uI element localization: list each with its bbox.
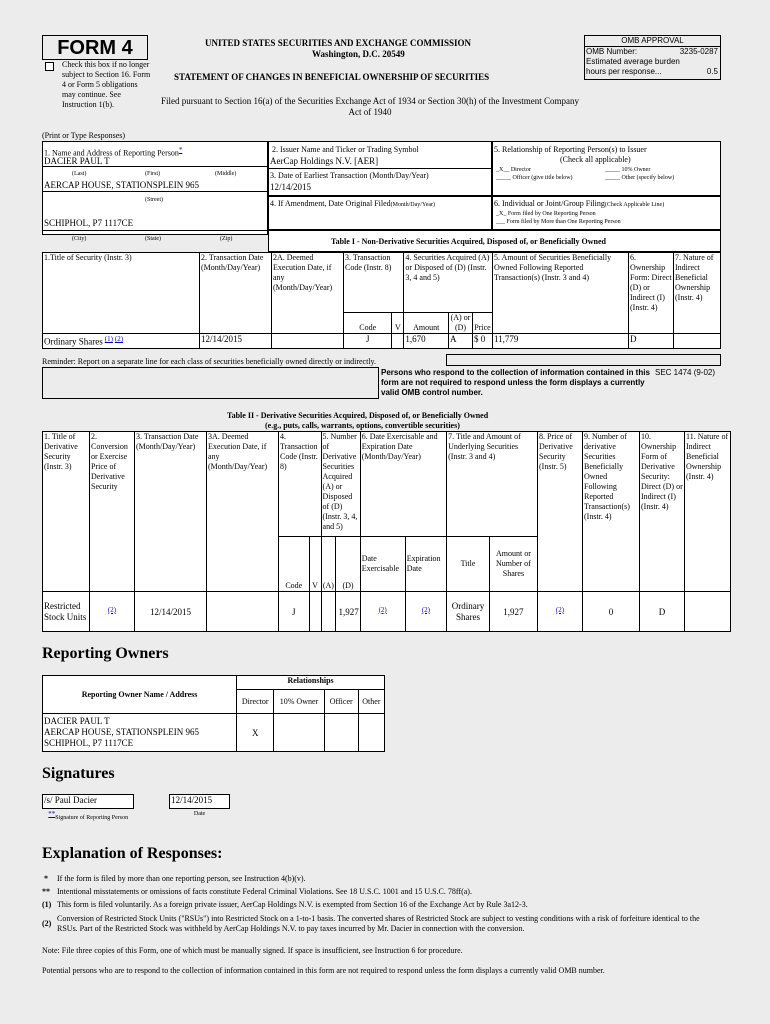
omb-title: OMB APPROVAL [585,36,720,47]
t2-h3a: 3A. Deemed Execution Date, if any (Month/Day/Year) [207,432,279,592]
t2-h1: 1. Title of Derivative Security (Instr. 3) [43,432,90,592]
owners-heading: Reporting Owners [42,645,169,662]
t2-row-code: J [279,592,310,632]
owner-info: DACIER PAUL T AERCAP HOUSE, STATIONSPLEIN 965 SCHIPHOL, P7 1117CE [43,714,237,752]
hours-value: 0.5 [706,67,718,76]
t2-date-ex: Date Exercisable [360,537,405,592]
no-longer-subject-checkbox[interactable] [45,62,54,71]
t2-row-v [309,592,321,632]
explanation-heading: Explanation of Responses: [42,845,223,862]
exp-line-4: Conversion of Restricted Stock Units ("RSUs") into Restricted Stock on a 1-to-1 basis. The converted shares of Restricted Stock are subject to vesting conditions with a risk of forfeiture identical to the RSUs. Part of the Restricted Stock was withheld by AerCap Holdings N.V. to pay taxes incurred by Mr. Dacier in connection with the conversion. [57,914,700,933]
t2-row-deemed [207,592,279,632]
sec-code: SEC 1474 (9-02) [655,368,716,377]
form-title: FORM 4 [57,37,133,59]
t1-row-deemed [272,334,344,349]
owners-table [42,675,385,752]
table1-title: Table I - Non-Derivative Securities Acquired, Disposed of, or Beneficially Owned [331,237,606,246]
owner-officer-cell [324,714,358,752]
reminder-box-right [446,354,721,366]
issuer-name: AerCap Holdings N.V. [AER] [270,156,379,166]
signature-label: **Signature of Reporting Person [48,810,129,821]
t1-row-v [392,334,404,349]
reporting-person-name: DACIER PAUL T [44,156,110,166]
owners-director: Director [237,690,274,714]
t1-h7: 7. Nature of Indirect Beneficial Ownership (Instr. 4) [674,253,721,334]
t1-h4: 4. Securities Acquired (A) or Disposed of (D) (Instr. 3, 4 and 5) [404,253,493,313]
t1-h5: 5. Amount of Securities Beneficially Owned Following Reported Transaction(s) (Instr. 3 and 4) [493,253,629,334]
owner-other-cell [358,714,384,752]
zip-label: (Zip) [220,236,233,242]
t2-h8: 8. Price of Derivative Security (Instr. 5) [538,432,583,592]
earliest-date-label: 3. Date of Earliest Transaction (Month/Day/Year) [270,171,429,180]
t2-row-dateex-link[interactable]: (2) [378,605,387,614]
omb-box [584,35,721,80]
owner-director-mark: X [237,714,274,752]
t1-row-code: J [344,334,392,349]
table1 [42,252,721,349]
exp-line-1: If the form is filed by more than one reporting person, see Instruction 4(b)(v). [57,874,306,883]
exp-mark-3: (1) [42,900,52,909]
t1-row-amount: 1,670 [404,334,449,349]
print-type: (Print or Type Responses) [42,131,126,140]
reminder-box [42,367,379,399]
table2-title: Table II - Derivative Securities Acquired, Disposed of, or Beneficially Owned [227,411,489,420]
t1-row-owned: 11,779 [493,334,629,349]
table2-subtitle: (e.g., puts, calls, warrants, options, convertible securities) [265,421,460,430]
officer-line: _____ Officer (give title below) [496,175,573,181]
t2-a: (A) [321,537,336,592]
reporting-city: SCHIPHOL, P7 1117CE [44,218,134,228]
last-label: (Last) [72,171,87,177]
signatures-table [42,794,230,829]
t2-h9: 9. Number of derivative Securities Beneficially Owned Following Reported Transaction(s) (Instr. 4) [583,432,640,592]
filing-label: 6. Individual or Joint/Group Filing(Check Applicable Line) [494,199,665,208]
persons-notice: Persons who respond to the collection of information contained in this form are not required to respond unless the form displays a currently valid OMB control number. [381,368,650,397]
filed-pursuant: Filed pursuant to Section 16(a) of the Securities Exchange Act of 1934 or Section 30(h) of the Investment Company Act of 1940 [161,96,579,117]
agency-name: UNITED STATES SECURITIES AND EXCHANGE COMMISSION [205,38,471,48]
t1-row-aord: A [449,334,473,349]
t1-amount: Amount [404,313,449,334]
t2-h2: 2. Conversion or Exercise Price of Derivative Security [90,432,135,592]
signature-value: /s/ Paul Dacier [43,795,134,809]
t2-row-date: 12/14/2015 [135,592,207,632]
owners-relationships: Relationships [237,676,385,690]
t2-code: Code [279,537,310,592]
t2-row-conv-link[interactable]: (2) [107,605,117,614]
t2-row-under-title: Ordinary Shares [447,592,490,632]
t1-code: Code [344,313,392,334]
signatures-heading: Signatures [42,765,115,782]
owner10-line: _____ 10% Owner [605,167,651,173]
owner-10pct-cell [274,714,324,752]
earliest-date: 12/14/2015 [270,182,312,192]
t2-title-col: Title [447,537,490,592]
omb-number-label: OMB Number: [586,47,638,56]
check-all-label: (Check all applicable) [560,155,631,164]
footnote-2-link[interactable]: (2) [114,335,124,343]
t2-row-a [321,592,336,632]
t2-h4: 4. Transaction Code (Instr. 8) [279,432,322,537]
t1-row-title: Ordinary Shares (1) (2) [43,334,200,349]
potential-text: Potential persons who are to respond to the collection of information contained in this form are not required to respond unless the form displays a currently valid OMB number. [42,966,605,975]
t2-row-exp-link[interactable]: (2) [421,605,430,614]
t1-row-nature [674,334,721,349]
statement-title: STATEMENT OF CHANGES IN BENEFICIAL OWNERSHIP OF SECURITIES [174,72,490,82]
relationship-label: 5. Relationship of Reporting Person(s) to Issuer [494,145,647,154]
exp-line-2: Intentional misstatements or omissions of facts constitute Federal Criminal Violations. See 18 U.S.C. 1001 and 15 U.S.C. 78ff(a). [57,887,472,896]
agency-city: Washington, D.C. 20549 [312,49,405,59]
date-label: Date [193,811,206,817]
more-person-line: ___ Form filed by More than One Reporting Person [496,219,621,225]
owners-other: Other [358,690,384,714]
signature-date: 12/14/2015 [170,795,230,809]
exp-mark-1: * [44,874,48,883]
checkbox-label: Check this box if no longer subject to Section 16. Form 4 or Form 5 obligations may continue. See Instruction 1(b). [62,60,151,109]
table-row [43,334,721,349]
note-text: Note: File three copies of this Form, one of which must be manually signed. If space is insufficient, see Instruction 6 for procedure. [42,946,463,955]
amendment-label: 4. If Amendment, Date Original Filed(Month/Day/Year) [270,199,436,208]
other-line: _____ Other (specify below) [605,175,675,181]
t2-row-nature [685,592,731,632]
table-row [43,714,385,752]
t1-h2: 2. Transaction Date (Month/Day/Year) [200,253,272,334]
t2-h5: 5. Number of Derivative Securities Acquired (A) or Disposed of (D) (Instr. 3, 4, and 5) [321,432,360,537]
t2-h7: 7. Title and Amount of Underlying Securities (Instr. 3 and 4) [447,432,538,537]
t2-row-form: D [640,592,685,632]
t2-h3: 3. Transaction Date (Month/Day/Year) [135,432,207,592]
burden-label: Estimated average burden [586,57,680,66]
director-line: _X__ Director [496,167,531,173]
t1-h6: 6. Ownership Form: Direct (D) or Indirect (I) (Instr. 4) [629,253,674,334]
t2-v: V [309,537,321,592]
t1-v: V [392,313,404,334]
t1-h2a: 2A. Deemed Execution Date, if any (Month/Day/Year) [272,253,344,334]
table2 [42,431,731,632]
issuer-label: 2. Issuer Name and Ticker or Trading Symbol [272,145,419,154]
reminder-text: Reminder: Report on a separate line for each class of securities beneficially owned directly or indirectly. [42,357,377,366]
t1-row-date: 12/14/2015 [200,334,272,349]
t1-aord: (A) or (D) [449,313,473,334]
hours-label: hours per response... [586,67,662,76]
t2-row-under-amt: 1,927 [489,592,537,632]
footnote-1-link[interactable]: (1) [104,335,113,343]
t2-row-owned: 0 [583,592,640,632]
first-label: (First) [145,171,160,177]
t2-amount-col: Amount or Number of Shares [489,537,537,592]
middle-label: (Middle) [215,171,237,177]
one-person-line: _X_ Form filed by One Reporting Person [496,211,596,217]
exp-mark-4: (2) [42,919,52,928]
table-row [43,592,731,632]
form-title-box [42,35,148,60]
t2-row-title: Restricted Stock Units [43,592,90,632]
t1-h3: 3. Transaction Code (Instr. 8) [344,253,404,313]
omb-number: 3235-0287 [679,47,718,56]
t1-row-form: D [629,334,674,349]
owners-officer: Officer [324,690,358,714]
t1-h1: 1.Title of Security (Instr. 3) [43,253,200,334]
reporting-address: AERCAP HOUSE, STATIONSPLEIN 965 [44,180,199,190]
t2-h6: 6. Date Exercisable and Expiration Date (Month/Day/Year) [360,432,446,537]
t1-price: Price [473,313,493,334]
t2-row-d: 1,927 [336,592,360,632]
owners-name-col: Reporting Owner Name / Address [43,676,237,714]
state-label: (State) [145,236,161,242]
owners-10pct: 10% Owner [274,690,324,714]
t2-exp: Expiration Date [405,537,446,592]
reporting-person-label: 1. Name and Address of Reporting Person* [44,146,183,158]
city-label: (City) [72,236,87,242]
exp-mark-2: ** [42,887,50,896]
t1-row-price: $ 0 [473,334,493,349]
t2-row-price-link[interactable]: (2) [555,605,565,614]
exp-line-3: This form is filed voluntarily. As a foreign private issuer, AerCap Holdings N.V. is exempted from Section 16 of the Exchange Act by Rule 3a12-3. [57,900,528,909]
t2-d: (D) [336,537,360,592]
t2-h10: 10. Ownership Form of Derivative Security: Direct (D) or Indirect (I) (Instr. 4) [640,432,685,592]
street-label: (Street) [145,197,163,203]
t2-h11: 11. Nature of Indirect Beneficial Ownership (Instr. 4) [685,432,731,592]
